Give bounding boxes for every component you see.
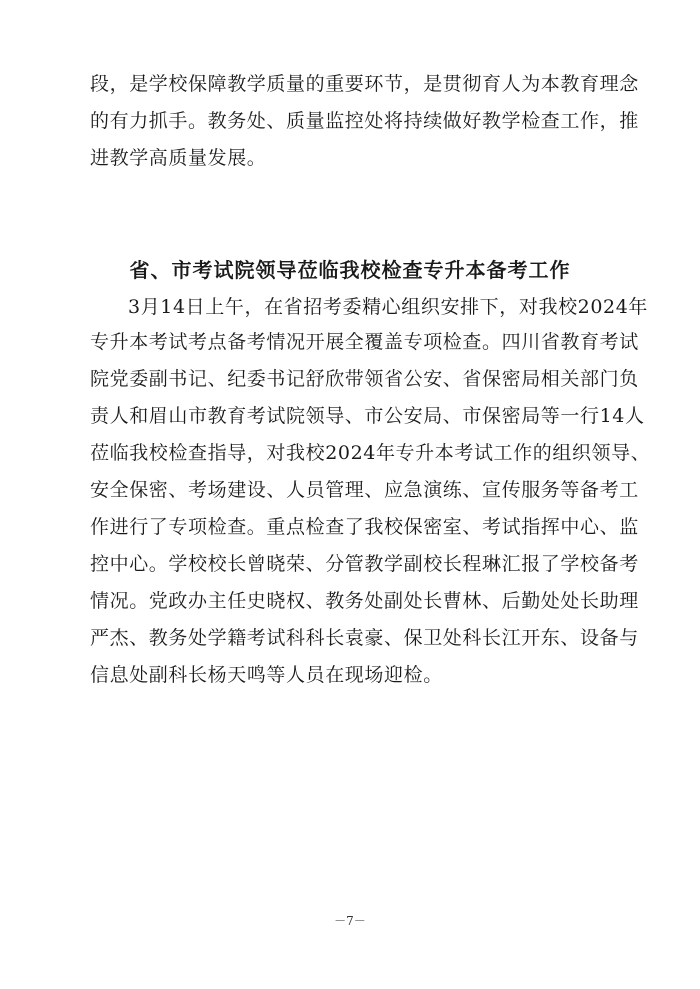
continuation-line-3: 进教学高质量发展。 [90,147,267,169]
article-title: 省、市考试院领导莅临我校检查专升本备考工作 [129,258,571,282]
article-line-4: 责人和眉山市教育考试院领导、市公安局、市保密局等一行14人 [90,405,645,427]
article-line-3: 院党委副书记、纪委书记舒欣带领省公安、省保密局相关部门负 [90,368,639,390]
article-line-7: 作进行了专项检查。重点检查了我校保密室、考试指挥中心、监 [90,516,639,538]
continuation-line-2: 的有力抓手。教务处、质量监控处将持续做好教学检查工作，推 [90,110,639,132]
article-line-9: 情况。党政办主任史晓权、教务处副处长曹林、后勤处处长助理 [90,590,639,612]
article-line-5: 莅临我校检查指导，对我校2024年专升本考试工作的组织领导、 [90,442,651,464]
article-line-11: 信息处副科长杨天鸣等人员在现场迎检。 [90,664,443,686]
article-line-2: 专升本考试考点备考情况开展全覆盖专项检查。四川省教育考试 [90,331,639,353]
article-line-1: 3月14日上午，在省招考委精心组织安排下，对我校2024年 [128,296,649,318]
page-number: －7－ [334,914,366,928]
article-line-6: 安全保密、考场建设、人员管理、应急演练、宣传服务等备考工 [90,479,639,501]
article-line-8: 控中心。学校校长曾晓荣、分管教学副校长程琳汇报了学校备考 [90,553,639,575]
article-line-10: 严杰、教务处学籍考试科科长袁豪、保卫处科长江开东、设备与 [90,627,639,649]
continuation-line-1: 段，是学校保障教学质量的重要环节，是贯彻育人为本教育理念 [90,73,639,95]
